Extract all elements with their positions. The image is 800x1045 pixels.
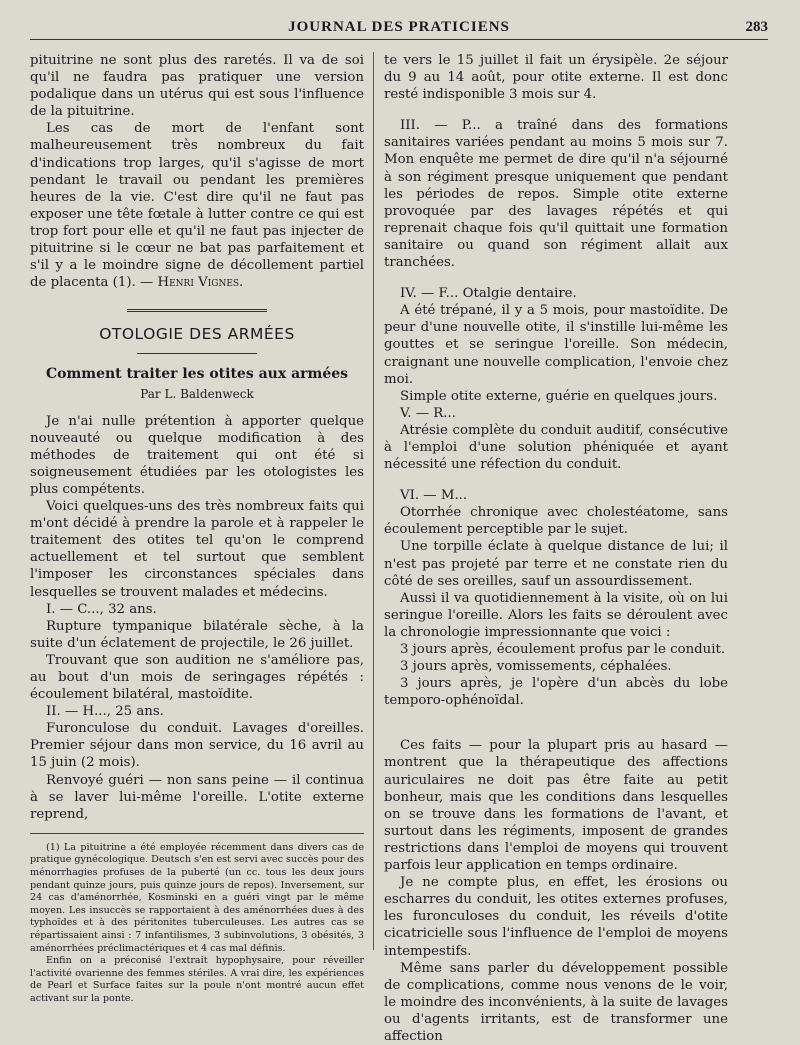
- footnote: (1) La pituitrine a été employée récemment dans divers cas de pratique gynécologique. Deutsch s'en est servi avec succès pour des ménorrhagies profuses de la puberté (un cc. tous les deux jours pendant quinze jours, puis quinze jours de repos). Inversement, sur 24 cas d'aménorrhée, Kosminski en a guéri vingt par le même moyen. Les insuccès se rapportaient à des aménorrhées dues à des typhoïdes et à des péritonites tuberculeuses. Les autres cas se répartissaient ainsi : 7 infantilismes, 3 subinvolutions, 3 obésités, 3 aménorrhées préclimactériques et 4 cas mal définis.: [30, 841, 364, 954]
- body-paragraph: te vers le 15 juillet il fait un érysipèle. 2e séjour du 9 au 14 août, pour otite externe. Il est donc resté indisponible 3 mois sur 4.: [384, 53, 728, 103]
- body-paragraph: Simple otite externe, guérie en quelques jours.: [400, 388, 718, 404]
- body-paragraph: III. — P... a traîné dans des formations sanitaires variées pendant au moins 5 mois sur 7. Mon enquête me permet de dire qu'il n'a séjourné à son régiment presque uniquement que pendant les périodes de repos. Simple otite externe provoquée par des lavages répétés et qui reprenait chaque fois qu'il quittait une formation sanitaire ou quand son régiment allait aux tranchées.: [384, 118, 728, 271]
- case-heading: VI. — M...: [400, 488, 468, 504]
- page-number: 283: [745, 19, 768, 35]
- article-title: Comment traiter les otites aux armées: [45, 366, 349, 383]
- list-item: 3 jours après, vomissements, céphalées.: [400, 659, 672, 675]
- title-divider: [137, 353, 257, 354]
- body-paragraph: Une torpille éclate à quelque distance de lui; il n'est pas projeté par terre et ne constate rien du côté de ses oreilles, sauf un assourdissement.: [384, 539, 728, 589]
- body-paragraph: Je n'ai nulle prétention à apporter quelque nouveauté ou quelque modification à des méthodes de traitement qui ont été si soigneusement étudiées par les otologistes les plus compétents.: [30, 413, 364, 497]
- article-byline: Par L. Baldenweck: [140, 386, 254, 401]
- case-heading: V. — R...: [400, 405, 456, 421]
- footnote: Enfin on a préconisé l'extrait hypophysaire, pour réveiller l'activité ovarienne des femmes stériles. A vrai dire, les expériences de Pearl et Surface faites sur la poule n'ont montré aucun effet activant sur la ponte.: [30, 955, 364, 1004]
- body-paragraph: Renvoyé guéri — non sans peine — il continua à se laver lui-même l'oreille. L'otite externe reprend,: [30, 772, 364, 822]
- section-divider: [127, 309, 267, 314]
- spacer: [384, 473, 728, 487]
- intro-paragraph: pituitrine ne sont plus des raretés. Il va de soi qu'il ne faudra pas pratiquer une version podalique dans un utérus qui est sous l'influence de la pituitrine.: [30, 53, 364, 120]
- spacer: [384, 103, 728, 117]
- intro-paragraph: Les cas de mort de l'enfant sont malheureusement très nombreux du fait d'indications trop larges, qu'il s'agisse de mort pendant le travail ou pendant les premières heures de la vie. C'est dire qu'il ne faut pas exposer une tête fœtale à lutter contre ce qui est trop fort pour elle et qu'il ne faut pas injecter de pituitrine si le cœur ne bat pas parfaitement et s'il y a le moindre signe de décollement partiel de placenta (1). — Henri Vignes.: [30, 121, 364, 291]
- body-paragraph: Atrésie complète du conduit auditif, consécutive à l'emploi d'une solution phéniquée et ayant nécessité une réfection du conduit.: [384, 422, 728, 473]
- case-heading: II. — H..., 25 ans.: [46, 704, 164, 720]
- left-column: [30, 52, 364, 1006]
- body-paragraph: Trouvant que son audition ne s'améliore pas, au bout d'un mois de seringages répétés : écoulement bilatéral, mastoïdite.: [30, 652, 364, 703]
- author-signature: Henri Vignes.: [157, 275, 244, 291]
- case-heading: IV. — F... Otalgie dentaire.: [400, 286, 577, 302]
- body-paragraph: Rupture tympanique bilatérale sèche, à la suite d'un éclatement de projectile, le 26 juillet.: [30, 618, 364, 651]
- list-item: 3 jours après, écoulement profus par le conduit.: [400, 642, 726, 657]
- spacer: [384, 271, 728, 285]
- body-paragraph: Aussi il va quotidiennement à la visite, où on lui seringue l'oreille. Alors les faits se déroulent avec la chronologie impressionnante que voici :: [384, 590, 728, 640]
- running-header: [30, 17, 768, 40]
- section-title: OTOLOGIE DES ARMÉES: [99, 325, 295, 344]
- body-paragraph: Furonculose du conduit. Lavages d'oreilles. Premier séjour dans mon service, du 16 avril au 15 juin (2 mois).: [30, 721, 364, 771]
- body-paragraph: Voici quelques-uns des très nombreux faits qui m'ont décidé à prendre la parole et à rappeler le traitement des otites tel qu'on le comprend actuellement et tel surtout que semblent l'imposer les circonstances spéciales dans lesquelles se trouvent malades et médecins.: [30, 499, 364, 600]
- case-heading: I. — C..., 32 ans.: [46, 601, 157, 617]
- column-divider: [373, 52, 374, 950]
- list-item: 3 jours après, je l'opère d'un abcès du lobe temporo-ophénoïdal.: [384, 676, 728, 709]
- body-paragraph: Je ne compte plus, en effet, les érosions ou escharres du conduit, les otites externes profuses, les furonculoses du conduit, les réveils d'otite cicatricielle sous l'influence de l'emploi de moyens intempestifs.: [384, 875, 728, 959]
- journal-title: JOURNAL DES PRATICIENS: [288, 19, 510, 35]
- body-paragraph: Otorrhée chronique avec cholestéatome, sans écoulement perceptible par le sujet.: [384, 505, 728, 538]
- footnote-rule: [30, 833, 364, 834]
- spacer: [384, 709, 728, 737]
- right-column: [384, 52, 728, 1045]
- body-paragraph: Ces faits — pour la plupart pris au hasard — montrent que la thérapeutique des affections auriculaires ne doit pas être faite au petit bonheur, mais que les conditions dans lesquelles on se trouve dans les formations de l'avant, et surtout dans les régiments, imposent de grandes restrictions dans l'emploi de moyens qui trouvent parfois leur application en temps ordinaire.: [384, 738, 728, 874]
- body-paragraph: Même sans parler du développement possible de complications, comme nous venons de le voir, le moindre des inconvénients, à la suite de lavages ou d'agents irritants, est de transformer une affection: [384, 960, 728, 1044]
- body-paragraph: A été trépané, il y a 5 mois, pour mastoïdite. De peur d'une nouvelle otite, il s'instille lui-même les gouttes et se seringue l'oreille. Son médecin, craignant une nouvelle complication, l'envoie chez moi.: [384, 303, 728, 387]
